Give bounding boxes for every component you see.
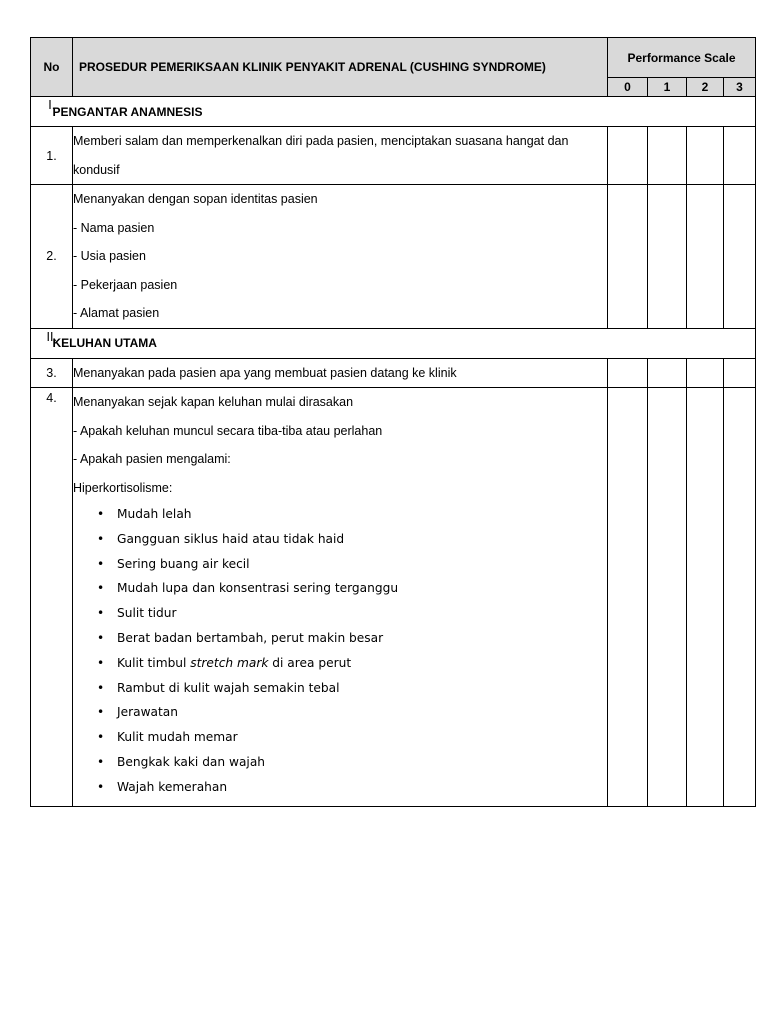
symptom-item: • Rambut di kulit wajah semakin tebal (73, 676, 607, 701)
item-procedure (73, 185, 608, 329)
header-score-3: 3 (724, 78, 756, 97)
header-score-2: 2 (687, 78, 724, 97)
score-cell-3[interactable] (724, 358, 756, 388)
score-cell-2[interactable] (687, 185, 724, 329)
symptom-item: • Kulit timbul stretch mark di area perut (73, 651, 607, 676)
procedure-line: - Usia pasien (73, 249, 146, 263)
section-roman: II. (46, 329, 57, 344)
header-score-0: 0 (608, 78, 648, 97)
score-cell-1[interactable] (648, 127, 687, 185)
procedure-line: - Nama pasien (73, 220, 155, 235)
item-procedure (73, 358, 608, 388)
header-row-top (31, 38, 756, 78)
section-title-cell (52, 97, 756, 127)
symptom-item: • Mudah lupa dan konsentrasi sering terganggu (73, 576, 607, 601)
score-cell-3[interactable] (724, 185, 756, 329)
symptom-item: • Berat badan bertambah, perut makin besar (73, 626, 607, 651)
section-title: PENGANTAR ANAMNESIS (52, 104, 203, 119)
item-procedure (73, 388, 608, 807)
section-title-cell (52, 328, 756, 358)
header-performance-scale: Performance Scale (608, 38, 756, 78)
item-number: 4. (31, 388, 73, 807)
header-procedure-title: PROSEDUR PEMERIKSAAN KLINIK PENYAKIT ADRENAL (CUSHING SYNDROME) (73, 38, 608, 97)
procedure-line: - Apakah pasien mengalami: (73, 452, 231, 466)
score-cell-0[interactable] (608, 127, 648, 185)
header-score-1: 1 (648, 78, 687, 97)
item-procedure (73, 127, 608, 185)
item-row (31, 127, 756, 185)
symptom-item: • Jerawatan (73, 700, 607, 725)
procedure-line: - Alamat pasien (73, 306, 160, 320)
symptom-item: • Sulit tidur (73, 601, 607, 626)
symptom-item: • Bengkak kaki dan wajah (73, 750, 607, 775)
score-cell-0[interactable] (608, 185, 648, 329)
section-roman: I. (48, 98, 56, 112)
score-cell-2[interactable] (687, 388, 724, 807)
score-cell-3[interactable] (724, 388, 756, 807)
item-row (31, 388, 756, 807)
score-cell-3[interactable] (724, 127, 756, 185)
section-title: KELUHAN UTAMA (52, 336, 157, 350)
section-row (31, 97, 756, 127)
italic-term: stretch mark (190, 655, 269, 670)
score-cell-2[interactable] (687, 358, 724, 388)
procedure-line: Hiperkortisolisme: (73, 480, 173, 495)
item-number: 2. (31, 185, 73, 329)
procedure-line: Menanyakan sejak kapan keluhan mulai dirasakan (73, 395, 354, 409)
score-cell-1[interactable] (648, 358, 687, 388)
item-row (31, 185, 756, 329)
score-cell-2[interactable] (687, 127, 724, 185)
procedure-line: - Pekerjaan pasien (73, 277, 178, 292)
score-cell-1[interactable] (648, 185, 687, 329)
score-cell-1[interactable] (648, 388, 687, 807)
item-number: 1. (31, 127, 73, 185)
item-row (31, 358, 756, 388)
symptom-item: • Wajah kemerahan (73, 775, 607, 800)
section-row (31, 328, 756, 358)
score-cell-0[interactable] (608, 358, 648, 388)
symptom-item: • Kulit mudah memar (73, 725, 607, 750)
cushing-exam-checklist-table (30, 37, 756, 807)
symptom-list (73, 502, 607, 806)
symptom-item: • Mudah lelah (73, 502, 607, 527)
procedure-line: Menanyakan dengan sopan identitas pasien (73, 192, 318, 206)
procedure-line: Menanyakan pada pasien apa yang membuat pasien datang ke klinik (73, 365, 457, 380)
symptom-item: • Sering buang air kecil (73, 552, 607, 577)
item-number: 3. (31, 358, 73, 388)
procedure-line: Memberi salam dan memperkenalkan diri pada pasien, menciptakan suasana hangat dan kondusif (73, 134, 569, 177)
score-cell-0[interactable] (608, 388, 648, 807)
symptom-item: • Gangguan siklus haid atau tidak haid (73, 527, 607, 552)
header-no: No (31, 38, 73, 97)
procedure-line: - Apakah keluhan muncul secara tiba-tiba atau perlahan (73, 423, 383, 438)
